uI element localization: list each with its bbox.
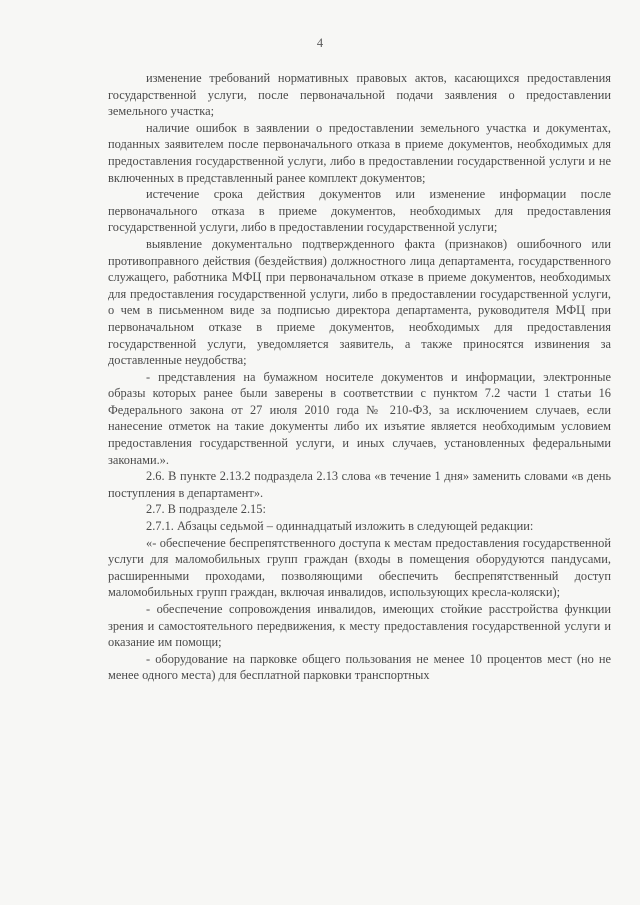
paragraph: - оборудование на парковке общего пользования не менее 10 процентов мест (но не менее одного места) для бесплатной парковки транспортных: [108, 651, 611, 683]
paragraph: 2.7.1. Абзацы седьмой – одиннадцатый изложить в следующей редакции:: [146, 519, 534, 534]
paragraph: «- обеспечение беспрепятственного доступа к местам предоставления государственной услуги для маломобильных групп граждан (входы в помещения оборудуются пандусами, расширенными проходами, позволяющими обеспечить беспрепятственный доступ маломобильных групп граждан, включая инвалидов, использующих кресла-коляски);: [108, 535, 611, 600]
paragraph: наличие ошибок в заявлении о предоставлении земельного участка и документах, поданных заявителем после первоначального отказа в приеме документов, необходимых для предоставления государственной услуги, либо в предоставлении государственной услуги и не включенных в представленный ранее комплект документов;: [108, 120, 611, 185]
document-body: [108, 70, 611, 684]
paragraph: 2.6. В пункте 2.13.2 подраздела 2.13 слова «в течение 1 дня» заменить словами «в день поступления в департамент».: [108, 469, 611, 500]
paragraph: 2.7. В подразделе 2.15:: [146, 502, 266, 517]
paragraph: выявление документально подтвержденного факта (признаков) ошибочного или противоправного действия (бездействия) должностного лица департамента, государственного служащего, работника МФЦ при первоначальном отказе в приеме документов, необходимых для предоставления государственной услуги, либо в предоставлении государственной услуги, о чем в письменном виде за подписью директора департамента, руководителя МФЦ при первоначальном отказе в приеме документов, необходимых для предоставления государственной услуги, уведомляется заявитель, а также приносятся извинения за доставленные неудобства;: [108, 236, 611, 368]
paragraph: - обеспечение сопровождения инвалидов, имеющих стойкие расстройства функции зрения и самостоятельного передвижения, к месту предоставления государственной услуги и оказание им помощи;: [108, 602, 611, 650]
paragraph: истечение срока действия документов или изменение информации после первоначального отказа в приеме документов, необходимых для предоставления государственной услуги, либо в предоставлении государственной услуги;: [108, 187, 611, 235]
paragraph: - представления на бумажном носителе документов и информации, электронные образы которых ранее были заверены в соответствии с пунктом 7.2 части 1 статьи 16 Федерального закона от 27 июля 2010 года № 210-ФЗ, за исключением случаев, если нанесение отметок на такие документы либо их изъятие является необходимым условием предоставления государственной услуги, и иных случаев, установленных федеральными законами.».: [108, 369, 611, 467]
paragraph: изменение требований нормативных правовых актов, касающихся предоставления государственной услуги, после первоначальной подачи заявления о предоставлении земельного участка;: [108, 71, 611, 119]
page-number: 4: [316, 36, 324, 50]
